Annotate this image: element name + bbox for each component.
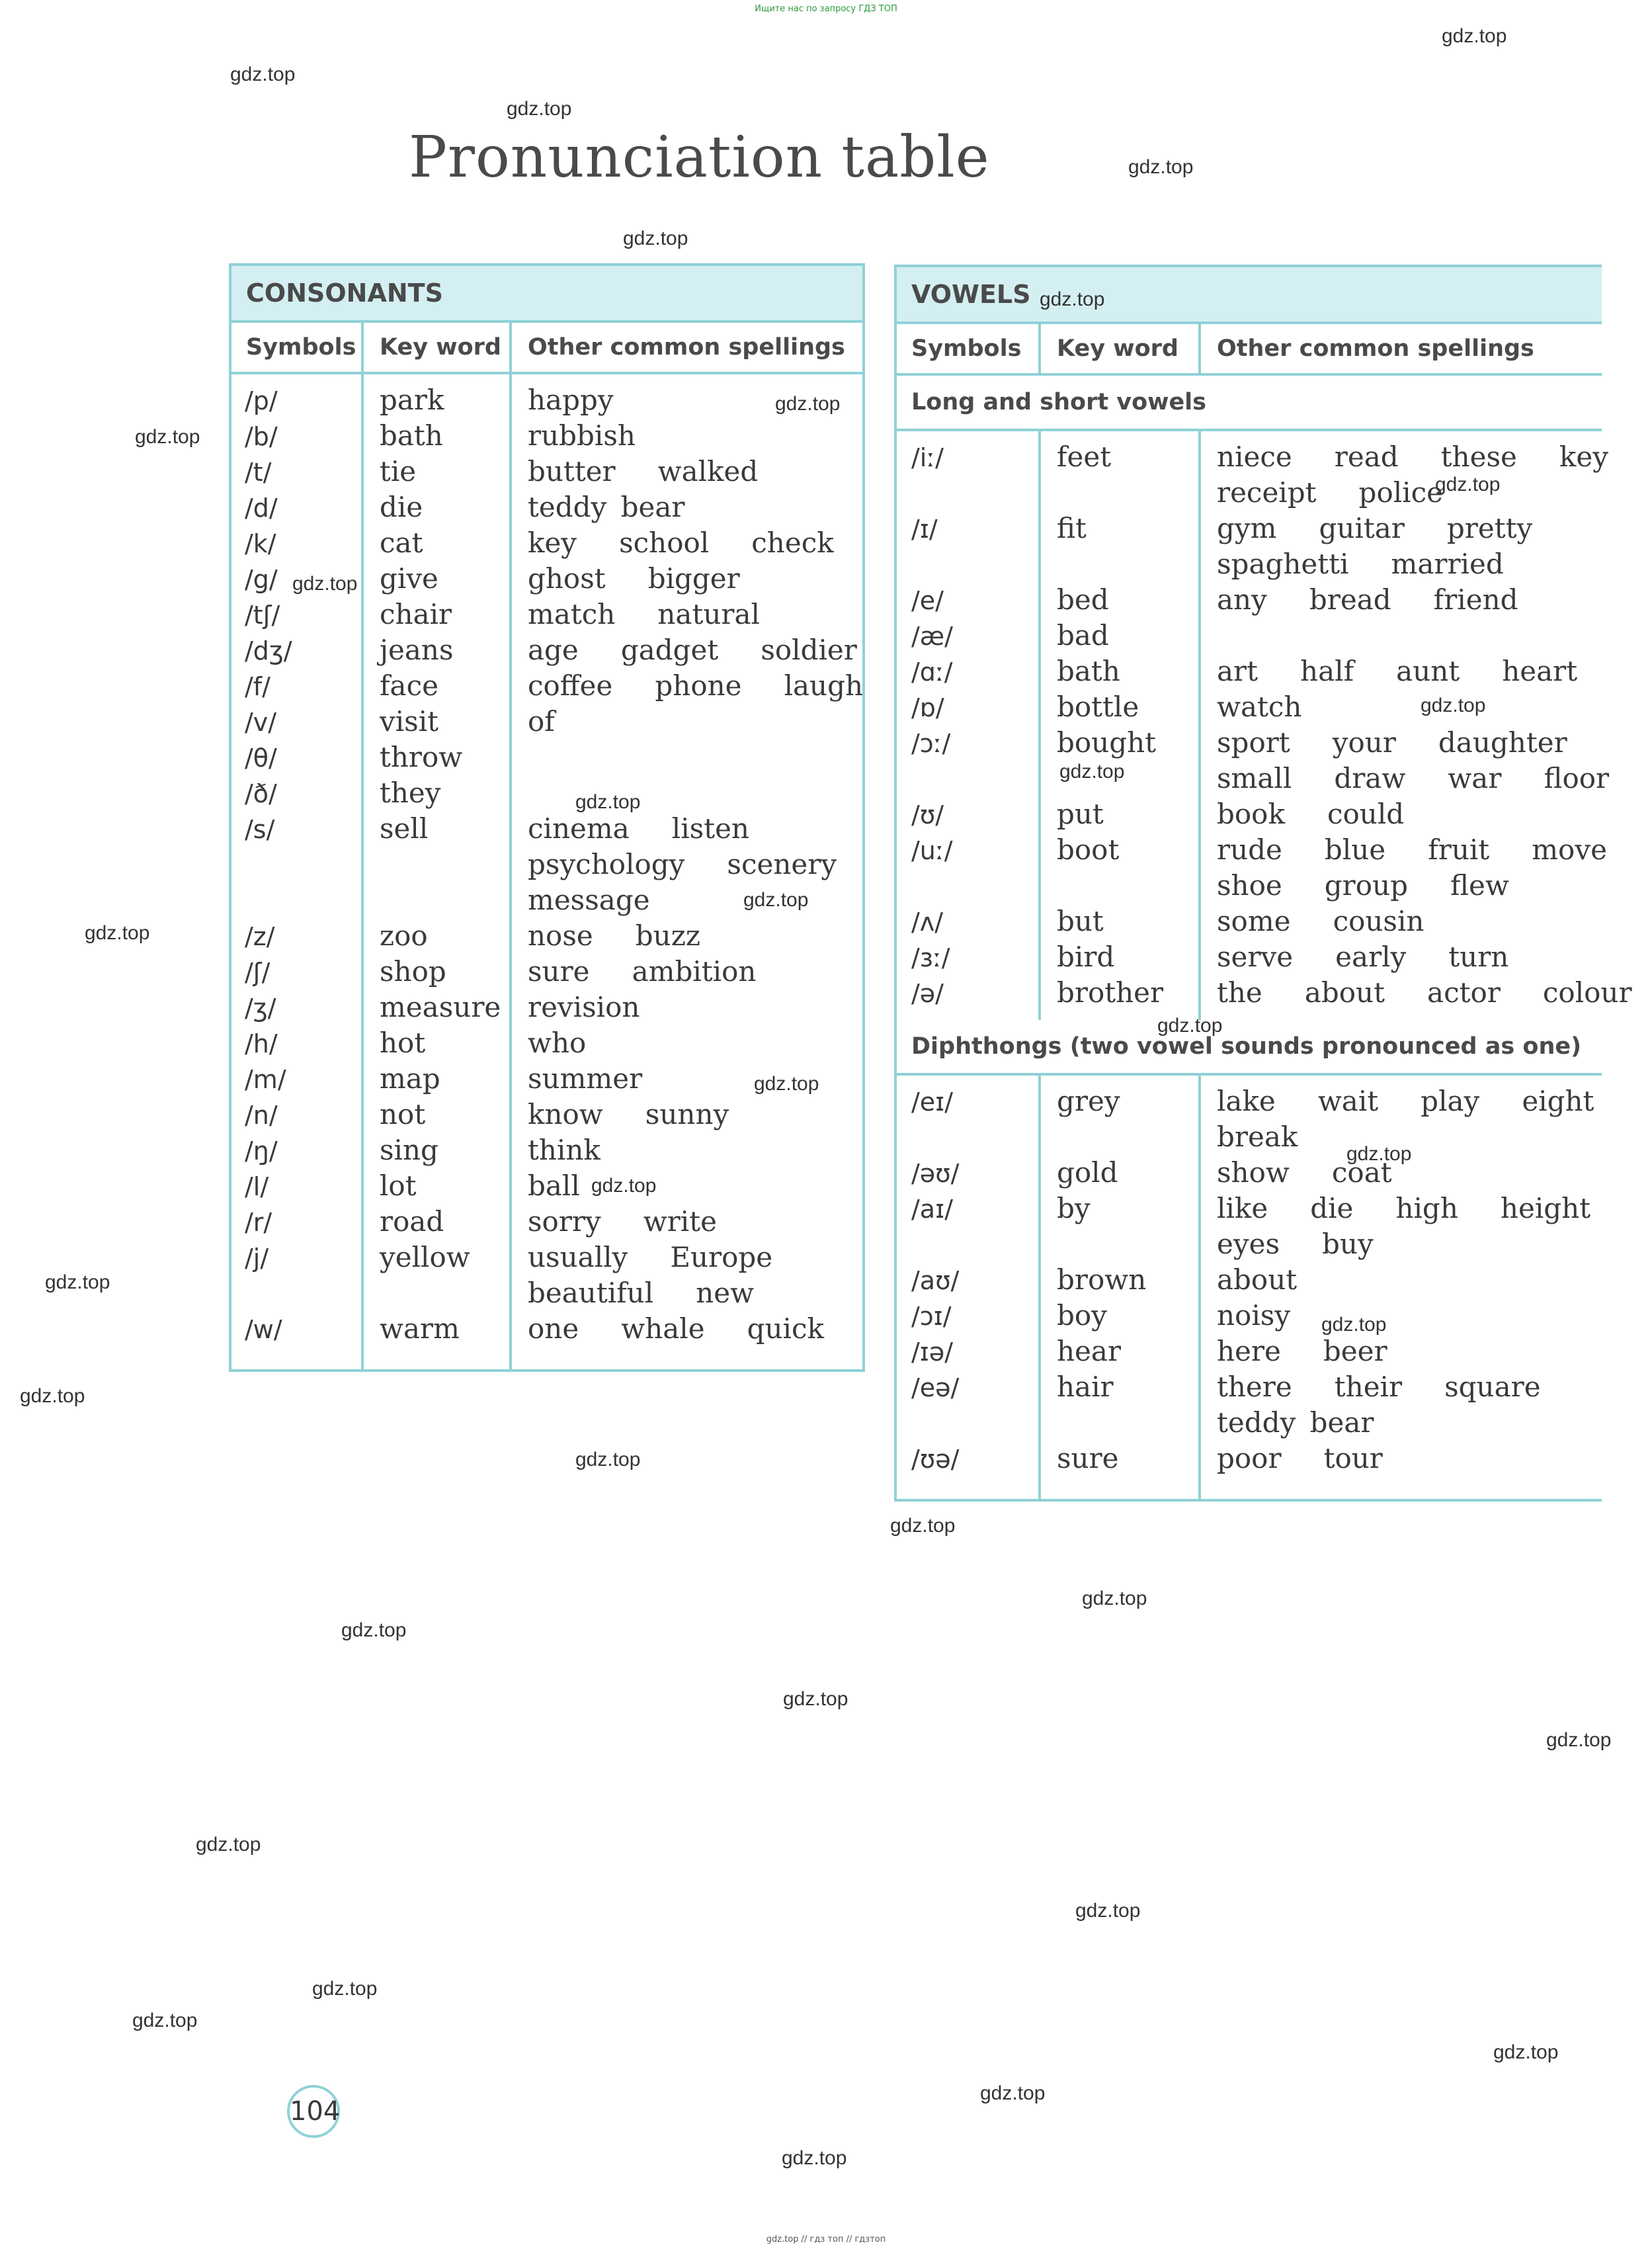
phonetic-symbol: /ɑː/ xyxy=(911,658,953,687)
phonetic-symbol: /eə/ xyxy=(911,1373,960,1402)
watermark: gdz.top xyxy=(1546,1729,1612,1751)
phonetic-symbol: /aɪ/ xyxy=(911,1195,954,1224)
common-spelling: rubbish xyxy=(528,419,636,452)
common-spelling: poor tour xyxy=(1217,1442,1383,1474)
bottom-note: gdz.top // гдз топ // гдзтоп xyxy=(766,2234,886,2244)
common-spelling: summer xyxy=(528,1062,643,1095)
common-spelling: revision xyxy=(528,991,640,1023)
watermark: gdz.top xyxy=(1082,1588,1147,1609)
watermark: gdz.top xyxy=(135,426,200,448)
phonetic-symbol: /t/ xyxy=(245,458,272,487)
phonetic-symbol: /l/ xyxy=(245,1172,269,1201)
key-word: hair xyxy=(1057,1371,1114,1403)
phonetic-symbol: /ɔɪ/ xyxy=(911,1302,952,1331)
common-spelling: ball xyxy=(528,1169,580,1202)
key-word: road xyxy=(380,1205,444,1238)
common-spelling: key school check xyxy=(528,527,834,559)
column-divider xyxy=(1198,431,1201,1020)
common-spelling: watch xyxy=(1217,691,1302,723)
common-spelling: there their square xyxy=(1217,1371,1541,1403)
key-word: hot xyxy=(380,1027,426,1059)
phonetic-symbol: /iː/ xyxy=(911,443,944,472)
common-spelling: about xyxy=(1217,1263,1298,1296)
key-word: fit xyxy=(1057,512,1087,544)
common-spelling: cinema listen xyxy=(528,812,749,845)
common-spelling: show coat xyxy=(1217,1156,1392,1189)
common-spelling: teddy bear xyxy=(528,491,685,523)
common-spelling: gym guitar pretty xyxy=(1217,512,1533,544)
common-spelling: spaghetti married xyxy=(1217,548,1504,580)
vowels-header-row xyxy=(897,324,1602,376)
key-word: brown xyxy=(1057,1263,1147,1296)
watermark: gdz.top xyxy=(743,889,809,911)
common-spelling: small draw war floor xyxy=(1217,762,1610,794)
key-word: measure xyxy=(380,991,501,1023)
key-word: die xyxy=(380,491,423,523)
key-word: grey xyxy=(1057,1085,1120,1117)
header-key-word: Key word xyxy=(1057,335,1178,362)
common-spelling: art half aunt heart xyxy=(1217,655,1578,687)
common-spelling: usually Europe xyxy=(528,1241,773,1273)
common-spelling: sure ambition xyxy=(528,955,757,988)
common-spelling: rude blue fruit move xyxy=(1217,833,1607,866)
key-word: boot xyxy=(1057,833,1120,866)
phonetic-symbol: /ʊə/ xyxy=(911,1445,960,1474)
common-spelling: butter walked xyxy=(528,455,759,488)
phonetic-symbol: /uː/ xyxy=(911,836,953,865)
common-spelling: lake wait play eight xyxy=(1217,1085,1594,1117)
section-long-short-vowels: Long and short vowels xyxy=(897,376,1602,431)
watermark: gdz.top xyxy=(980,2082,1046,2104)
watermark: gdz.top xyxy=(1059,761,1125,783)
consonants-header-row xyxy=(231,323,862,374)
key-word: bottle xyxy=(1057,691,1139,723)
watermark: gdz.top xyxy=(1435,474,1501,495)
key-word: zoo xyxy=(380,919,428,952)
key-word: bad xyxy=(1057,619,1109,652)
phonetic-symbol: /h/ xyxy=(245,1029,278,1058)
common-spelling: ghost bigger xyxy=(528,562,740,595)
vowels-table xyxy=(894,265,1632,1502)
key-word: jeans xyxy=(380,634,454,666)
phonetic-symbol: /ɜː/ xyxy=(911,943,950,972)
top-note: Ищите нас по запросу ГДЗ ТОП xyxy=(755,4,897,14)
phonetic-symbol: /ɔː/ xyxy=(911,729,951,758)
watermark: gdz.top xyxy=(1321,1314,1387,1336)
key-word: gold xyxy=(1057,1156,1118,1189)
watermark: gdz.top xyxy=(132,2010,198,2031)
common-spelling: shoe group flew xyxy=(1217,869,1509,902)
common-spelling: break xyxy=(1217,1121,1298,1153)
watermark: gdz.top xyxy=(782,2147,847,2169)
watermark: gdz.top xyxy=(1421,695,1486,716)
common-spelling: noisy xyxy=(1217,1299,1291,1332)
watermark: gdz.top xyxy=(196,1834,261,1855)
vowels-title: VOWELS xyxy=(897,267,1602,324)
common-spelling: coffee phone laugh xyxy=(528,669,864,702)
phonetic-symbol: /ə/ xyxy=(911,979,944,1008)
column-divider xyxy=(1198,324,1201,376)
header-other-spellings: Other common spellings xyxy=(528,334,845,361)
watermark: gdz.top xyxy=(1157,1015,1223,1037)
phonetic-symbol: /w/ xyxy=(245,1315,282,1344)
watermark: gdz.top xyxy=(783,1688,848,1710)
phonetic-symbol: /j/ xyxy=(245,1244,269,1273)
key-word: they xyxy=(380,777,441,809)
common-spelling: serve early turn xyxy=(1217,941,1509,973)
phonetic-symbol: /ʃ/ xyxy=(245,958,270,987)
common-spelling: sport your daughter xyxy=(1217,726,1567,759)
phonetic-symbol: /f/ xyxy=(245,672,270,701)
phonetic-symbol: /d/ xyxy=(245,493,278,523)
phonetic-symbol: /k/ xyxy=(245,529,276,558)
watermark: gdz.top xyxy=(575,791,641,813)
page-number: 104 xyxy=(287,2085,340,2138)
watermark: gdz.top xyxy=(623,228,688,249)
key-word: sing xyxy=(380,1134,438,1166)
watermark: gdz.top xyxy=(1128,156,1194,178)
key-word: face xyxy=(380,669,438,702)
key-word: visit xyxy=(380,705,439,738)
phonetic-symbol: /æ/ xyxy=(911,622,953,651)
common-spelling: the about actor colour xyxy=(1217,976,1632,1009)
watermark: gdz.top xyxy=(775,393,841,415)
phonetic-symbol: /n/ xyxy=(245,1101,278,1130)
phonetic-symbol: /ɪə/ xyxy=(911,1338,954,1367)
common-spelling: happy xyxy=(528,384,614,416)
watermark: gdz.top xyxy=(1040,288,1105,310)
phonetic-symbol: /aʊ/ xyxy=(911,1266,960,1295)
key-word: shop xyxy=(380,955,446,988)
watermark: gdz.top xyxy=(1493,2041,1559,2063)
consonants-title: CONSONANTS xyxy=(231,266,862,323)
watermark: gdz.top xyxy=(507,98,572,120)
key-word: boy xyxy=(1057,1299,1107,1332)
common-spelling: beautiful new xyxy=(528,1277,755,1309)
key-word: park xyxy=(380,384,444,416)
phonetic-symbol: /e/ xyxy=(911,586,944,615)
phonetic-symbol: /ʊ/ xyxy=(911,800,944,829)
key-word: bath xyxy=(380,419,443,452)
key-word: bird xyxy=(1057,941,1115,973)
watermark: gdz.top xyxy=(20,1385,85,1407)
column-divider xyxy=(1038,324,1041,376)
watermark: gdz.top xyxy=(1442,25,1507,47)
watermark: gdz.top xyxy=(292,573,358,595)
watermark: gdz.top xyxy=(230,64,296,85)
phonetic-symbol: /əʊ/ xyxy=(911,1159,960,1188)
common-spelling: eyes buy xyxy=(1217,1228,1374,1260)
common-spelling: niece read these key xyxy=(1217,441,1608,473)
phonetic-symbol: /dʒ/ xyxy=(245,636,292,665)
phonetic-symbol: /ð/ xyxy=(245,779,277,808)
common-spelling: think xyxy=(528,1134,600,1166)
phonetic-symbol: /ŋ/ xyxy=(245,1136,278,1166)
watermark: gdz.top xyxy=(312,1978,378,2000)
watermark: gdz.top xyxy=(890,1515,956,1537)
key-word: put xyxy=(1057,798,1104,830)
phonetic-symbol: /tʃ/ xyxy=(245,601,280,630)
watermark: gdz.top xyxy=(45,1271,110,1293)
key-word: bed xyxy=(1057,583,1109,616)
watermark: gdz.top xyxy=(1346,1143,1412,1165)
watermark: gdz.top xyxy=(85,922,150,944)
page-title: Pronunciation table xyxy=(409,124,990,191)
common-spelling: nose buzz xyxy=(528,919,700,952)
key-word: but xyxy=(1057,905,1104,937)
column-divider xyxy=(1038,431,1041,1020)
header-other-spellings: Other common spellings xyxy=(1217,335,1534,362)
key-word: bought xyxy=(1057,726,1157,759)
column-divider xyxy=(1038,1076,1041,1499)
common-spelling: know sunny xyxy=(528,1098,729,1130)
phonetic-symbol: /ʒ/ xyxy=(245,994,276,1023)
column-divider xyxy=(361,323,364,1369)
key-word: bath xyxy=(1057,655,1120,687)
common-spelling: like die high height xyxy=(1217,1192,1591,1224)
column-divider xyxy=(1198,1076,1201,1499)
key-word: give xyxy=(380,562,438,595)
key-word: throw xyxy=(380,741,463,773)
common-spelling: receipt police xyxy=(1217,476,1443,509)
phonetic-symbol: /p/ xyxy=(245,386,278,415)
phonetic-symbol: /ɪ/ xyxy=(911,515,938,544)
phonetic-symbol: /θ/ xyxy=(245,743,277,773)
key-word: warm xyxy=(380,1312,460,1345)
key-word: tie xyxy=(380,455,417,488)
watermark: gdz.top xyxy=(754,1073,819,1095)
common-spelling: psychology scenery xyxy=(528,848,837,880)
key-word: brother xyxy=(1057,976,1164,1009)
common-spelling: any bread friend xyxy=(1217,583,1518,616)
common-spelling: age gadget soldier xyxy=(528,634,857,666)
section-diphthongs: Diphthongs (two vowel sounds pronounced as one) xyxy=(897,1020,1602,1076)
key-word: by xyxy=(1057,1192,1091,1224)
watermark: gdz.top xyxy=(575,1449,641,1470)
watermark: gdz.top xyxy=(341,1619,407,1641)
common-spelling: book could xyxy=(1217,798,1405,830)
phonetic-symbol: /ɒ/ xyxy=(911,693,944,722)
column-divider xyxy=(509,323,512,1369)
key-word: lot xyxy=(380,1169,417,1202)
common-spelling: here beer xyxy=(1217,1335,1387,1367)
common-spelling: sorry write xyxy=(528,1205,717,1238)
key-word: yellow xyxy=(380,1241,470,1273)
phonetic-symbol: /s/ xyxy=(245,815,275,844)
key-word: chair xyxy=(380,598,452,630)
phonetic-symbol: /m/ xyxy=(245,1065,286,1094)
phonetic-symbol: /z/ xyxy=(245,922,275,951)
key-word: sell xyxy=(380,812,429,845)
phonetic-symbol: /eɪ/ xyxy=(911,1087,954,1117)
common-spelling: some cousin xyxy=(1217,905,1425,937)
common-spelling: who xyxy=(528,1027,587,1059)
phonetic-symbol: /ʌ/ xyxy=(911,908,944,937)
header-symbols: Symbols xyxy=(911,335,1022,362)
header-key-word: Key word xyxy=(380,334,501,361)
consonants-table xyxy=(229,263,865,1372)
phonetic-symbol: /r/ xyxy=(245,1208,272,1237)
key-word: map xyxy=(380,1062,440,1095)
phonetic-symbol: /g/ xyxy=(245,565,278,594)
watermark: gdz.top xyxy=(591,1175,657,1197)
common-spelling: message xyxy=(528,884,650,916)
phonetic-symbol: /v/ xyxy=(245,708,277,737)
common-spelling: one whale quick xyxy=(528,1312,824,1345)
key-word: feet xyxy=(1057,441,1112,473)
common-spelling: match natural xyxy=(528,598,760,630)
key-word: sure xyxy=(1057,1442,1119,1474)
watermark: gdz.top xyxy=(1075,1900,1141,1922)
phonetic-symbol: /b/ xyxy=(245,422,278,451)
common-spelling: teddy bear xyxy=(1217,1406,1374,1439)
key-word: not xyxy=(380,1098,426,1130)
key-word: hear xyxy=(1057,1335,1122,1367)
key-word: cat xyxy=(380,527,423,559)
header-symbols: Symbols xyxy=(246,334,356,361)
common-spelling: of xyxy=(528,705,555,738)
